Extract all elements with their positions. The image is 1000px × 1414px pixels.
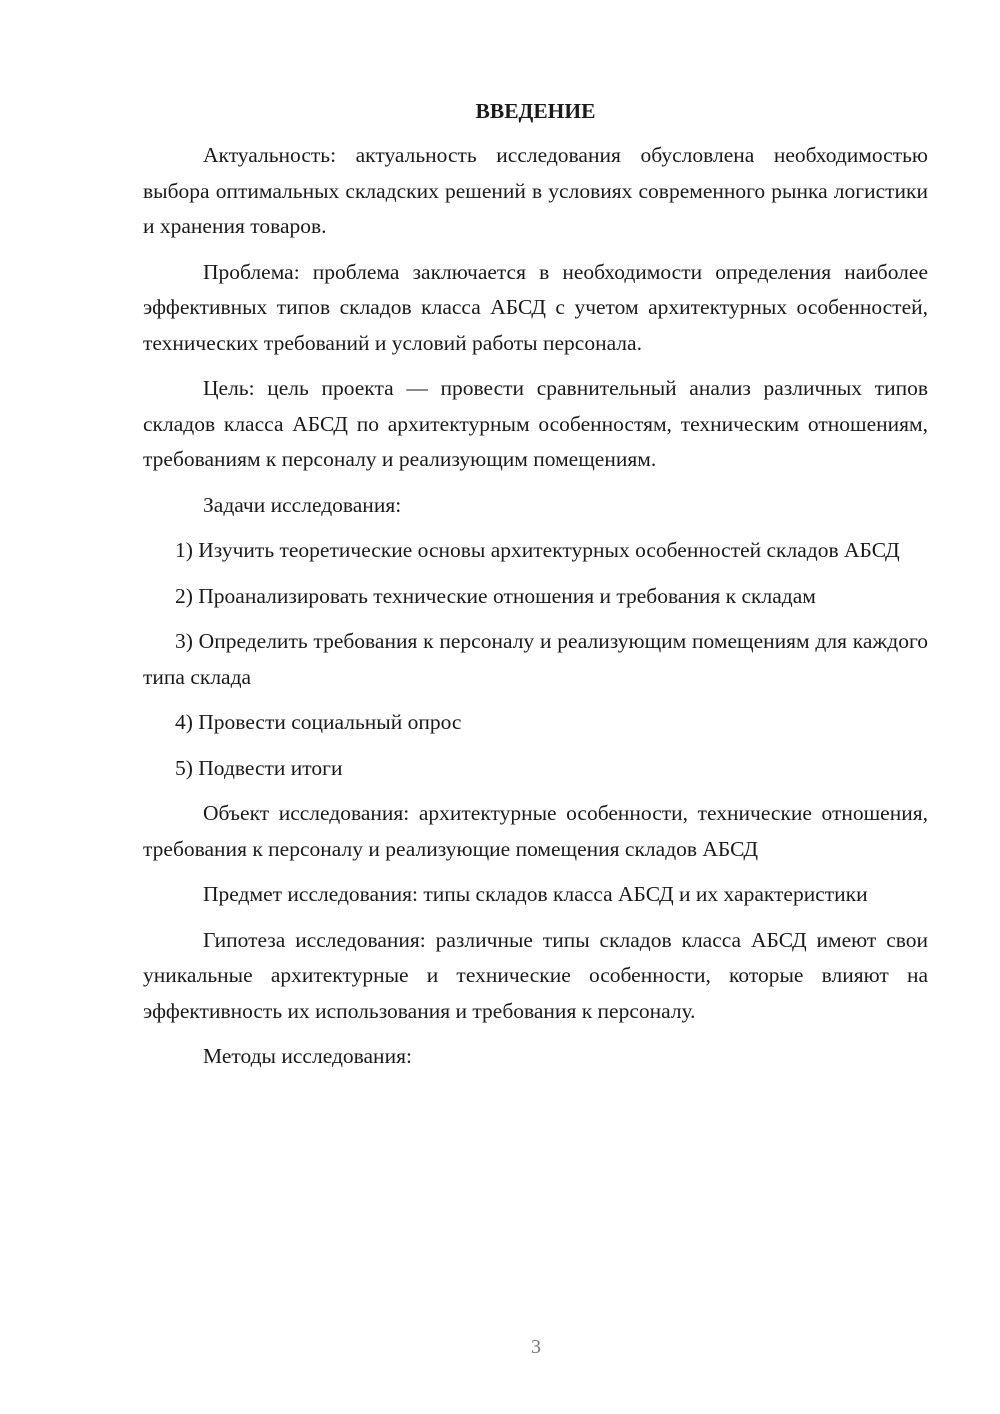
problem-paragraph: Проблема: проблема заключается в необходимости определения наиболее эффективных типов складов класса АБСД с учетом архитектурных особенностей, технических требований и условий работы персонала.: [143, 259, 928, 355]
relevance-paragraph: Актуальность: актуальность исследования обусловлена необходимостью выбора оптимальных складских решений в условиях современного рынка логистики и хранения товаров.: [143, 143, 928, 238]
goal-paragraph: Цель: цель проекта — провести сравнительный анализ различных типов складов класса АБСД по архитектурным особенностям, техническим отношениям, требованиям к персоналу и реализующим помещениям.: [143, 376, 928, 471]
page-title: ВВЕДЕНИЕ: [475, 99, 596, 123]
page-number: 3: [531, 1336, 541, 1358]
task-item-4: 4) Провести социальный опрос: [175, 710, 462, 734]
object-paragraph: Объект исследования: архитектурные особенности, технические отношения, требования к персоналу и реализующие помещения складов АБСД: [143, 801, 928, 861]
task-item-2: 2) Проанализировать технические отношения и требования к складам: [175, 583, 816, 608]
subject-paragraph: Предмет исследования: типы складов класса АБСД и их характеристики: [203, 882, 868, 906]
document-body: [143, 92, 928, 1085]
hypothesis-paragraph: Гипотеза исследования: различные типы складов класса АБСД имеют свои уникальные архитектурные и технические особенности, которые влияют на эффективность их использования и требования к персоналу.: [143, 927, 928, 1023]
tasks-heading: Задачи исследования:: [203, 492, 402, 517]
task-item-3: 3) Определить требования к персоналу и реализующим помещениям для каждого типа склада: [143, 629, 928, 689]
methods-heading: Методы исследования:: [203, 1044, 412, 1068]
task-item-1: 1) Изучить теоретические основы архитектурных особенностей складов АБСД: [175, 538, 900, 562]
task-item-5: 5) Подвести итоги: [175, 755, 343, 780]
